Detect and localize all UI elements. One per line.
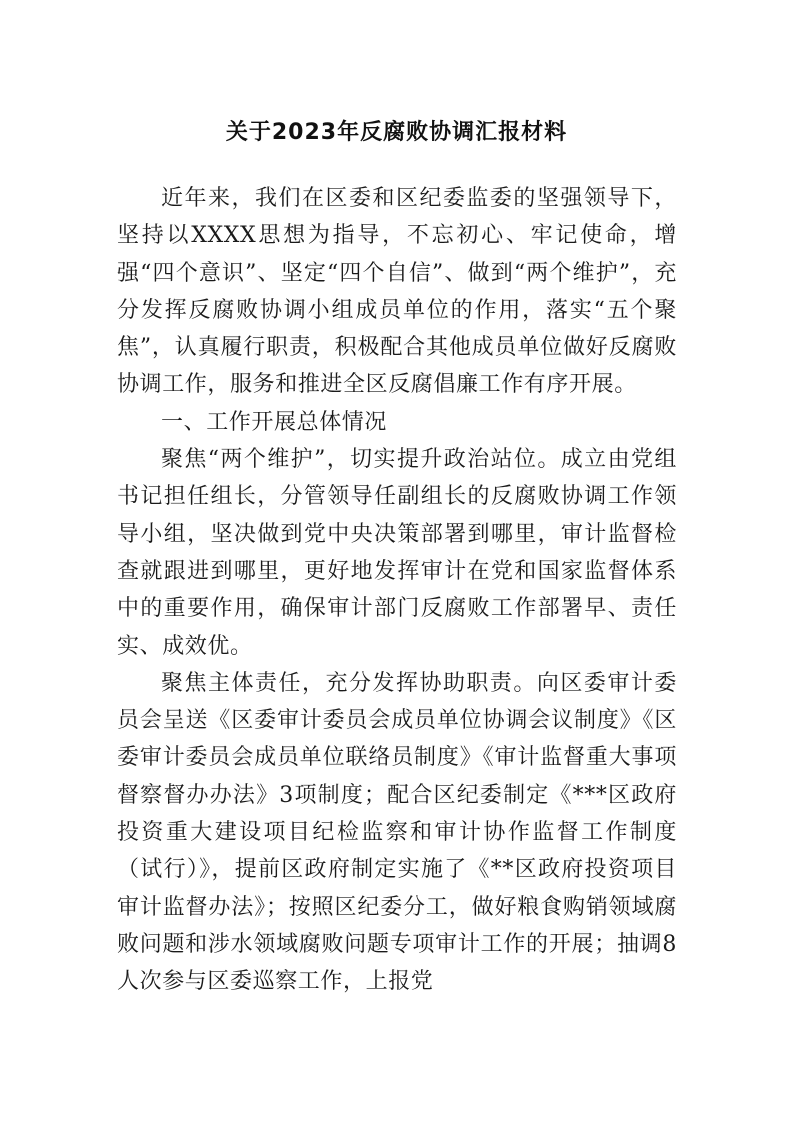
document-body: [117, 180, 677, 1001]
document-title: 关于2023年反腐败协调汇报材料: [225, 120, 568, 145]
section-heading: 一、工作开展总体情况: [161, 409, 388, 435]
intro-paragraph: 近年来，我们在区委和区纪委监委的坚强领导下，坚持以XXXX思想为指导，不忘初心、牢记使命，增强“四个意识”、坚定“四个自信”、做到“两个维护”，充分发挥反腐败协调小组成员单位的作用，落实“五个聚焦”，认真履行职责，积极配合其他成员单位做好反腐败协调工作，服务和推进全区反腐倡廉工作有序开展。: [117, 186, 677, 398]
body-paragraph: 聚焦“两个维护”，切实提升政治站位。成立由党组书记担任组长，分管领导任副组长的反腐败协调工作领导小组，坚决做到党中央决策部署到哪里，审计监督检查就跟进到哪里，更好地发挥审计在党和国家监督体系中的重要作用，确保审计部门反腐败工作部署早、责任实、成效优。: [117, 447, 677, 659]
body-paragraph: 聚焦主体责任，充分发挥协助职责。向区委审计委员会呈送《区委审计委员会成员单位协调会议制度》《区委审计委员会成员单位联络员制度》《审计监督重大事项督察督办办法》3项制度；配合区纪委制定《***区政府投资重大建设项目纪检监察和审计协作监督工作制度（试行）》，提前区政府制定实施了《**区政府投资项目审计监督办法》；按照区纪委分工，做好粮食购销领域腐败问题和涉水领域腐败问题专项审计工作的开展；抽调8人次参与区委巡察工作，上报党: [117, 670, 677, 995]
